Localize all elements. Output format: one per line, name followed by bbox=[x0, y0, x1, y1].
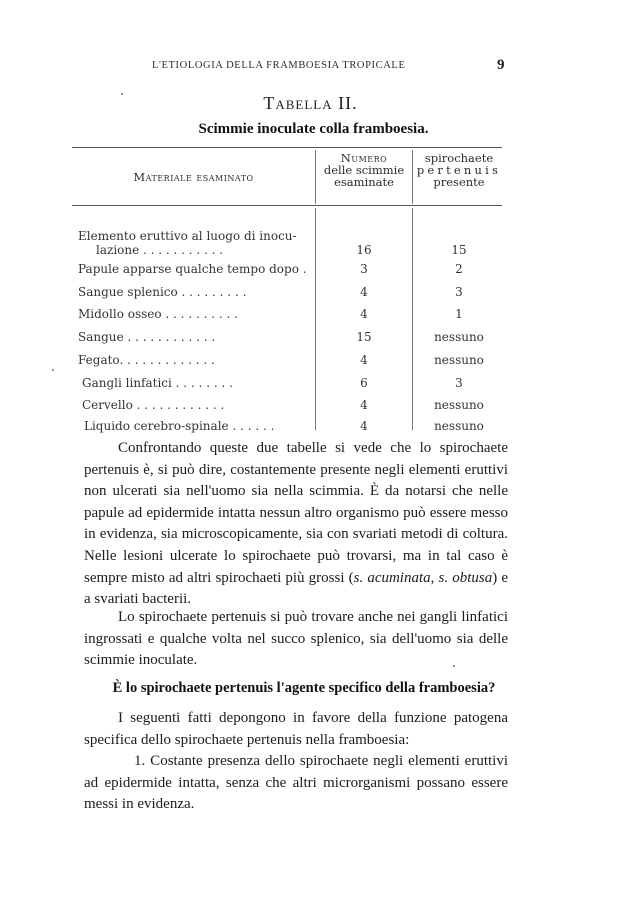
cell-material-cont: lazione . . . . . . . . . . . bbox=[96, 243, 224, 257]
cell-present: 3 bbox=[455, 285, 463, 299]
cell-material: Cervello . . . . . . . . . . . . bbox=[82, 398, 225, 412]
table-caption: Scimmie inoculate colla framboesia. bbox=[198, 121, 429, 137]
column-header-count bbox=[316, 152, 412, 188]
table-label: Tabella II. bbox=[263, 93, 358, 113]
cell-present: nessuno bbox=[434, 353, 484, 367]
cell-material: Papule apparse qualche tempo dopo . bbox=[78, 262, 307, 276]
species-name: s. obtusa bbox=[438, 569, 493, 586]
table-row bbox=[72, 376, 504, 398]
cell-count: 15 bbox=[356, 330, 372, 344]
cell-present: 1 bbox=[455, 307, 463, 321]
species-name: s. acuminata bbox=[353, 569, 431, 586]
cell-material: Sangue . . . . . . . . . . . . bbox=[78, 330, 216, 344]
paragraph-text: Lo spirochaete pertenuis si può trovare anche nei gangli linfatici ingrossati e qualche volta nel succo splenico, sia dell'uomo sia delle scimmie inoculate. bbox=[84, 609, 508, 669]
paragraph-text: ) e a svariati bacterii. bbox=[84, 569, 509, 608]
table-top-rule bbox=[72, 147, 502, 148]
cell-present: 3 bbox=[455, 376, 463, 390]
column-header-count-line1: Numero bbox=[340, 151, 388, 165]
cell-count: 4 bbox=[360, 419, 368, 433]
cell-material: Midollo osseo . . . . . . . . . . bbox=[78, 307, 238, 321]
paragraph-text: Confrontando queste due tabelle si vede che lo spirochaete pertenuis è, si può dire, costantemente presente negli elementi eruttivi non ulcerati sia nell'uomo sia nella scimmia. È da notarsi che nelle papule ad epidermide intatta nessun altro organismo può essere messo in evidenza, sia microscopicamente, sia con svariati metodi di coltura. Nelle lesioni ulcerate lo spirochaete può trovarsi, ma in tal caso è sempre misto ad altri spirochaeti più grossi ( bbox=[84, 440, 508, 586]
column-header-spiro-line1: spirochaete bbox=[424, 151, 494, 165]
cell-material: Gangli linfatici . . . . . . . . bbox=[82, 376, 233, 390]
list-item-1 bbox=[84, 751, 508, 816]
column-header-material: Materiale esaminato bbox=[133, 170, 254, 184]
paragraph-evidence-intro bbox=[84, 708, 508, 751]
cell-count: 6 bbox=[360, 376, 368, 390]
table-row bbox=[72, 285, 504, 307]
column-header-spirochaete bbox=[413, 152, 505, 188]
table-row bbox=[72, 229, 504, 257]
cell-count: 4 bbox=[360, 353, 368, 367]
running-head: L'ETIOLOGIA DELLA FRAMBOESIA TROPICALE bbox=[152, 60, 406, 71]
column-header-spiro-line2: pertenuis bbox=[416, 163, 502, 177]
separator: , bbox=[430, 569, 439, 586]
list-item-text: 1. Costante presenza dello spirochaete negli elementi eruttivi ad epidermide intatta, senza che altri microrganismi possano essere messi in evidenza. bbox=[84, 753, 508, 813]
paragraph-comparison bbox=[84, 438, 508, 611]
paragraph-text: I seguenti fatti depongono in favore della funzione patogena specifica dello spirochaete pertenuis nella framboesia: bbox=[84, 710, 508, 748]
print-speck bbox=[52, 369, 54, 371]
cell-present: 2 bbox=[455, 262, 463, 276]
cell-present: 15 bbox=[451, 243, 467, 257]
cell-present: nessuno bbox=[434, 398, 484, 412]
column-header-count-line2: delle scimmie bbox=[323, 163, 405, 177]
cell-count: 4 bbox=[360, 398, 368, 412]
page-number: 9 bbox=[497, 57, 505, 73]
table-row bbox=[72, 398, 504, 420]
cell-count: 4 bbox=[360, 307, 368, 321]
cell-count: 4 bbox=[360, 285, 368, 299]
cell-count: 16 bbox=[356, 243, 372, 257]
cell-material: Elemento eruttivo al luogo di inocu- bbox=[78, 229, 297, 243]
cell-present: nessuno bbox=[434, 419, 484, 433]
cell-material: Sangue splenico . . . . . . . . . bbox=[78, 285, 247, 299]
table-row bbox=[72, 262, 504, 284]
cell-present: nessuno bbox=[434, 330, 484, 344]
section-heading: È lo spirochaete pertenuis l'agente specifico della framboesia? bbox=[112, 680, 496, 696]
column-header-spiro-line3: presente bbox=[433, 175, 485, 189]
paragraph-lymph-nodes bbox=[84, 607, 508, 672]
cell-count: 3 bbox=[360, 262, 368, 276]
table-row bbox=[72, 307, 504, 329]
table-header-rule bbox=[72, 205, 502, 206]
table-row bbox=[72, 330, 504, 352]
table-row bbox=[72, 353, 504, 375]
column-header-count-line3: esaminate bbox=[334, 175, 394, 189]
cell-material: Fegato. . . . . . . . . . . . . bbox=[78, 353, 215, 367]
cell-material: Liquido cerebro-spinale . . . . . . bbox=[84, 419, 275, 433]
